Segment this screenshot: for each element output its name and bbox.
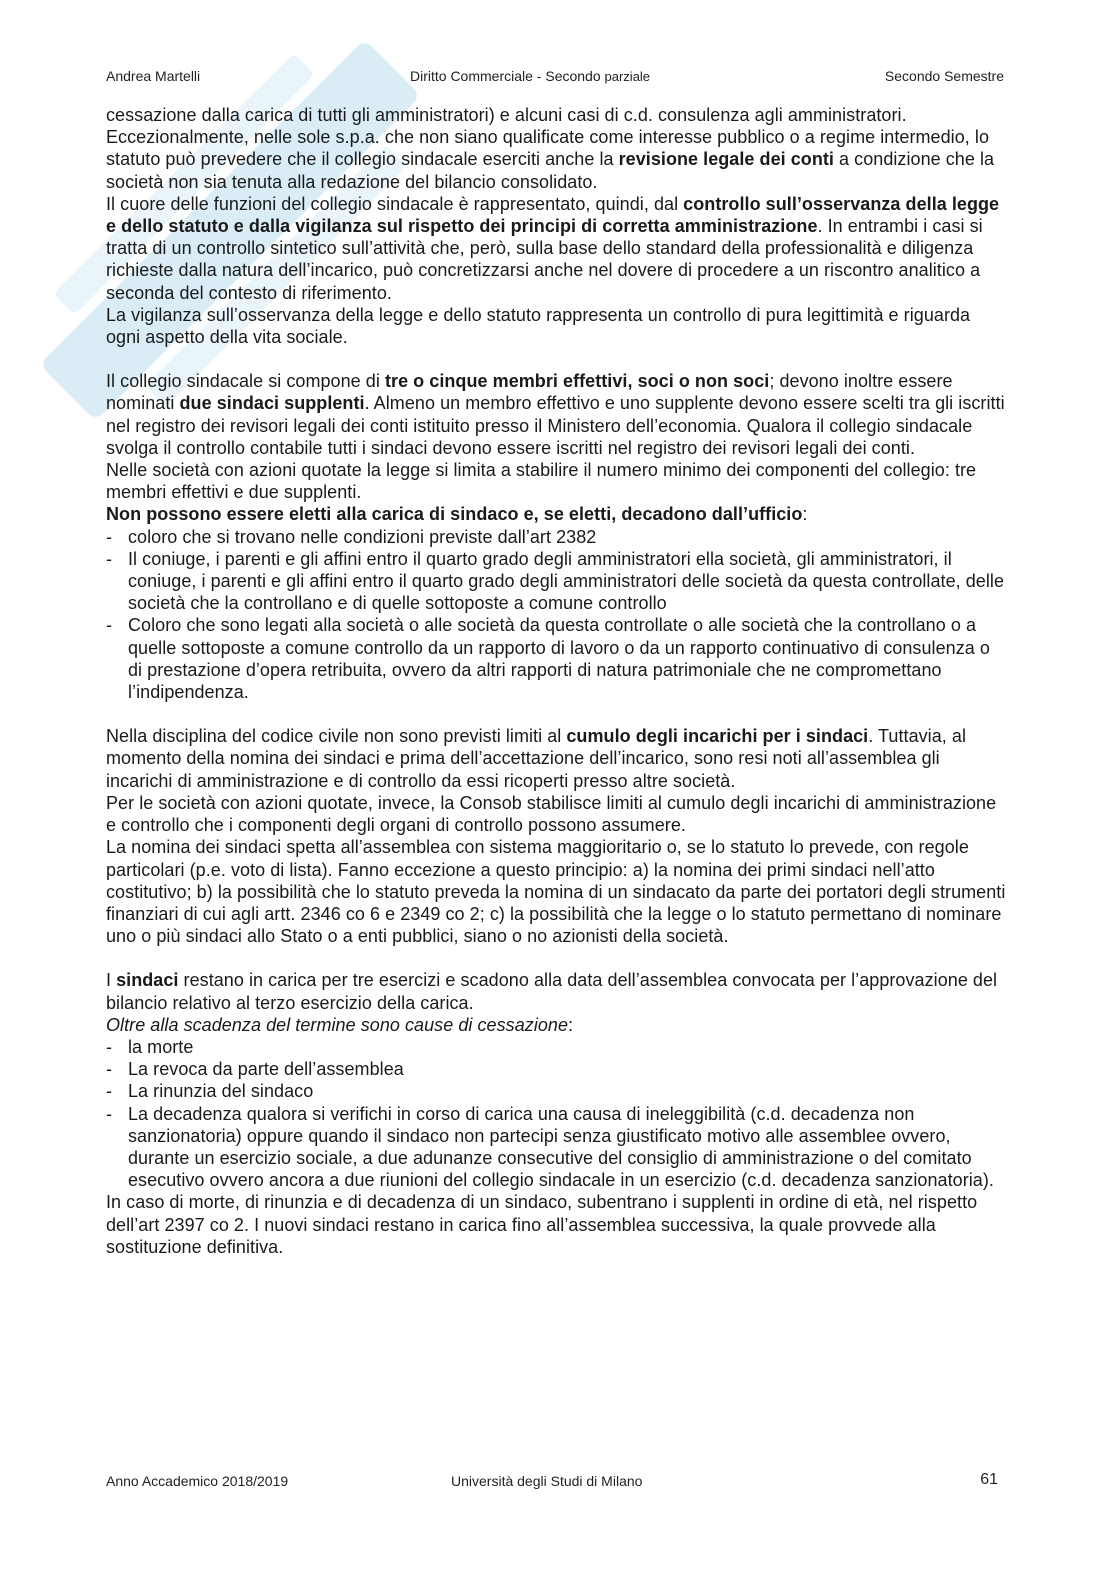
paragraph-1: cessazione dalla carica di tutti gli amministratori) e alcuni casi di c.d. consulenza agli amministratori. — [106, 105, 907, 125]
bold-term: revisione legale dei conti — [618, 149, 834, 170]
bold-term: cumulo degli incarichi per i sindaci — [566, 726, 869, 747]
footer-university: Università degli Studi di Milano — [451, 1473, 643, 1489]
paragraph-9: Per le società con azioni quotate, invece, la Consob stabilisce limiti al cumulo degli incarichi di amministrazione e controllo che i componenti degli organi di controllo possono assumere. — [106, 792, 997, 836]
paragraph-7 — [106, 503, 1006, 525]
header-course-main: Diritto Commerciale - Secondo — [410, 68, 601, 84]
header-semester: Secondo Semestre — [884, 68, 1004, 84]
cessation-causes-list — [106, 1036, 1006, 1191]
italic-term: Oltre alla scadenza del termine sono cause di cessazione — [106, 1014, 569, 1035]
spacer — [106, 348, 1006, 370]
paragraph-2 — [106, 126, 1006, 193]
page-header — [106, 66, 1004, 86]
text-run: Eccezionalmente, nelle sole s.p.a. che non siano qualificate come interesse pubblico o a regime intermedio, lo statuto può prevedere che il collegio sindacale eserciti anche la — [106, 127, 989, 170]
spacer — [106, 703, 1006, 725]
text-run: a condizione che la società non sia tenuta alla redazione del bilancio consolidato. — [106, 149, 995, 192]
bold-term: Non possono essere eletti alla carica di sindaco e, se eletti, decadono dall’ufficio — [106, 504, 803, 525]
page-number: 61 — [980, 1471, 998, 1488]
text-run: restano in carica per tre esercizi e scadono alla data dell’assemblea convocata per l’approvazione del bilancio relativo al terzo esercizio della carica. — [106, 970, 998, 1013]
bold-term: tre o cinque membri effettivi, soci o non soci — [384, 371, 770, 392]
paragraph-4: La vigilanza sull’osservanza della legge e dello statuto rappresenta un controllo di pura legittimità e riguarda ogni aspetto della vita sociale. — [106, 304, 971, 348]
bold-term: due sindaci supplenti — [179, 393, 365, 414]
header-author: Andrea Martelli — [106, 68, 201, 84]
paragraph-6: Nelle società con azioni quotate la legge si limita a stabilire il numero minimo dei componenti del collegio: tre membri effettivi e due supplenti. — [106, 460, 977, 503]
list-item: - Coloro che sono legati alla società o alle società da questa controllate o alle società che la controllano o a quelle sottoposte a comune controllo da un rapporto di lavoro o da un rapporto continuativo di consulenza o di prestazione d’opera retribuita, ovvero da altri rapporti di natura patrimoniale che ne compromettano l’indipendenza. — [106, 614, 1006, 703]
list-item: - La revoca da parte dell’assemblea — [106, 1058, 1006, 1080]
text-run: I — [106, 970, 117, 991]
text-run: . Tuttavia, al momento della nomina dei sindaci e prima dell’accettazione dell’incarico, sono resi noti all’assemblea gli incarichi di amministrazione e di controllo da essi ricoperti presso altre società. — [106, 726, 966, 791]
document-body — [106, 104, 1006, 1258]
text-run: Nella disciplina del codice civile non sono previsti limiti al — [106, 726, 567, 747]
text-run: . Almeno un membro effettivo e uno supplente devono essere scelti tra gli iscritti nel registro dei revisori legali dei conti istituito presso il Ministero dell’economia. Qualora il collegio sindacale svolga il controllo contabile tutti i sindaci devono essere iscritti nel registro dei revisori legali dei conti. — [106, 393, 1005, 458]
paragraph-13: In caso di morte, di rinunzia e di decadenza di un sindaco, subentrano i supplenti in ordine di età, nel rispetto dell’art 2397 co 2. I nuovi sindaci restano in carica fino all’assemblea successiva, la quale provvede alla sostituzione definitiva. — [106, 1192, 978, 1257]
text-run: : — [568, 1014, 574, 1035]
text-run: ; devono inoltre essere nominati — [106, 371, 953, 414]
text-run: Il collegio sindacale si compone di — [106, 371, 385, 392]
text-run: . In entrambi i casi si tratta di un controllo sintetico sull’attività che, però, sulla base dello standard della professionalità e diligenza richieste dalla natura dell’incarico, può concretizzarsi anche nel dovere di procedere a un riscontro analitico a seconda del contesto di riferimento. — [106, 216, 983, 303]
text-run: : — [802, 504, 808, 525]
footer-academic-year: Anno Accademico 2018/2019 — [106, 1473, 289, 1489]
list-item: - La rinunzia del sindaco — [106, 1080, 1006, 1102]
header-course-sub: parziale — [604, 69, 651, 84]
ineligibility-list — [106, 526, 1006, 704]
paragraph-12 — [106, 1014, 1006, 1036]
paragraph-8 — [106, 725, 1006, 792]
bold-term: controllo sull’osservanza della legge e dello statuto e dalla vigilanza sul rispetto dei principi di corretta amministrazione — [106, 193, 1000, 237]
page-footer — [106, 1471, 1004, 1495]
list-item: - la morte — [106, 1036, 1006, 1058]
list-item: - coloro che si trovano nelle condizioni previste dall’art 2382 — [106, 526, 1006, 548]
header-course — [410, 68, 650, 84]
paragraph-5 — [106, 370, 1006, 459]
paragraph-10: La nomina dei sindaci spetta all’assemblea con sistema maggioritario o, se lo statuto lo prevede, con regole particolari (p.e. voto di lista). Fanno eccezione a questo principio: a) la nomina dei primi sindaci nell’atto costitutivo; b) la possibilità che lo statuto preveda la nomina di un sindacato da parte dei portatori degli strumenti finanziari di cui agli artt. 2346 co 6 e 2349 co 2; c) la possibilità che la legge o lo statuto permettano di nominare uno o più sindaci allo Stato o a enti pubblici, siano o no azionisti della società. — [106, 837, 1006, 947]
text-run: Il cuore delle funzioni del collegio sindacale è rappresentato, quindi, dal — [106, 193, 684, 214]
spacer — [106, 947, 1006, 969]
paragraph-3 — [106, 193, 1006, 304]
bold-term: sindaci — [116, 970, 179, 991]
list-item: - Il coniuge, i parenti e gli affini entro il quarto grado degli amministratori ella società, gli amministratori, il coniuge, i parenti e gli affini entro il quarto grado degli amministratori delle società da questa controllate, delle società che la controllano e di quelle sottoposte a comune controllo — [106, 548, 1006, 615]
paragraph-11 — [106, 969, 1006, 1013]
list-item: - La decadenza qualora si verifichi in corso di carica una causa di ineleggibilità (c.d. decadenza non sanzionatoria) oppure quando il sindaco non partecipi senza giustificato motivo alle assemblee ovvero, durante un esercizio sociale, a due adunanze consecutive del consiglio di amministrazione o del comitato esecutivo ovvero ancora a due riunioni del collegio sindacale in un esercizio (c.d. decadenza sanzionatoria). — [106, 1103, 1006, 1192]
